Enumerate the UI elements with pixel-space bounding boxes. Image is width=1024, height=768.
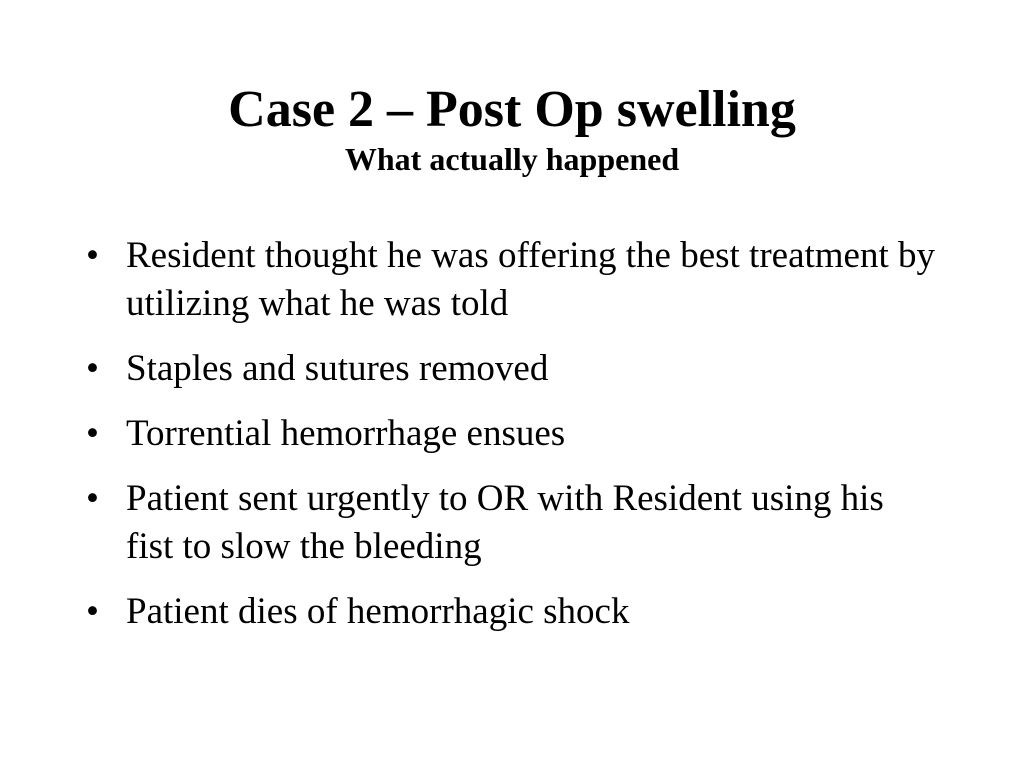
bullet-item [86,410,936,458]
bullet-dot-icon: • [86,413,99,454]
bullet-text: Patient sent urgently to OR with Resident using his fist to slow the bleeding [126,478,884,567]
bullet-dot-icon: • [86,591,99,632]
bullet-item [86,345,936,393]
slide-title: Case 2 – Post Op swelling [228,81,796,138]
bullet-text: Staples and sutures removed [126,348,549,389]
bullet-dot-icon: • [86,235,99,276]
bullet-item [86,475,936,571]
bullet-text: Resident thought he was offering the best treatment by utilizing what he was told [126,235,936,324]
bullet-dot-icon: • [86,478,99,519]
bullet-item [86,232,936,328]
bullet-dot-icon: • [86,348,99,389]
bullet-item [86,588,936,636]
bullet-text: Patient dies of hemorrhagic shock [126,591,630,632]
title-block [0,80,1024,178]
bullet-list [86,232,936,653]
bullet-text: Torrential hemorrhage ensues [126,413,566,454]
slide-subtitle: What actually happened [344,141,680,177]
